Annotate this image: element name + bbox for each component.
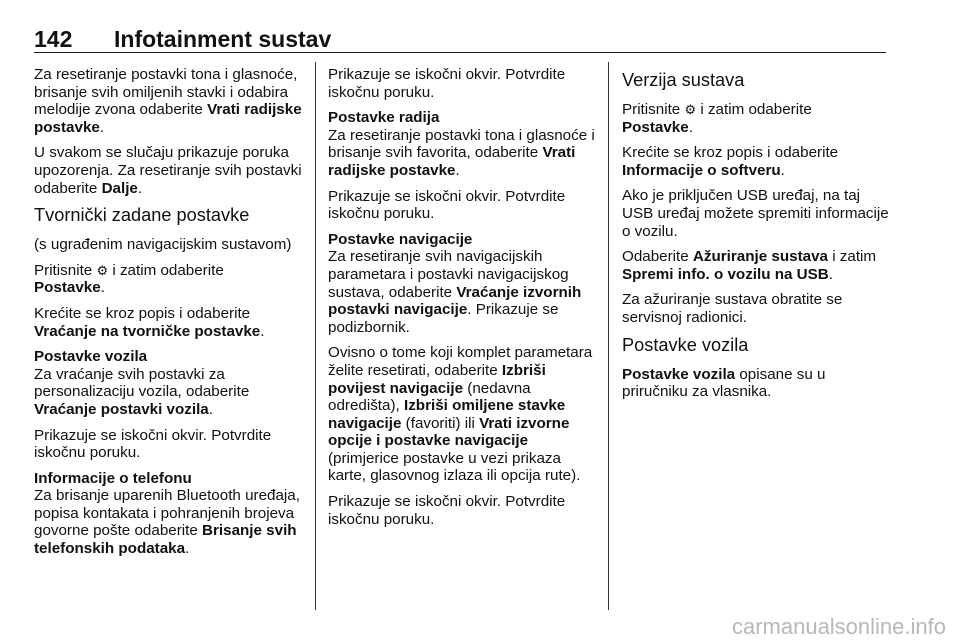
paragraph xyxy=(328,127,598,180)
paragraph xyxy=(34,66,304,136)
paragraph xyxy=(328,248,598,336)
text: Za vraćanje svih postavki za personalizaciju vozila, odaberite xyxy=(34,365,250,401)
text: Odaberite xyxy=(622,248,693,266)
text: . xyxy=(455,161,460,179)
text: . xyxy=(828,265,833,283)
text: Pritisnite xyxy=(622,101,685,118)
subheading: Postavke radija xyxy=(328,109,440,127)
text: Krećite se kroz popis i odaberite xyxy=(622,144,839,162)
paragraph: Ako je priključen USB uređaj, na taj USB uređaj možete spremiti informacije o vozilu. xyxy=(622,187,889,240)
text: i zatim odaberite xyxy=(696,101,812,118)
text: Krećite se kroz popis i odaberite xyxy=(34,304,251,322)
settings-icon: ⚙ xyxy=(96,262,109,278)
subheading: Postavke vozila xyxy=(34,348,148,366)
text: (nedavna odredišta), xyxy=(328,379,531,415)
text: Za resetiranje postavki tona i glasnoće, brisanje svih omiljenih stavki i odabira melodije zvona odaberite xyxy=(34,66,298,119)
menu-option: Brisanje svih telefonskih podataka xyxy=(34,522,297,558)
chapter-title: Infotainment sustav xyxy=(114,26,332,52)
menu-option: Ažuriranje sustava xyxy=(692,248,828,266)
column-3 xyxy=(622,66,892,409)
text: U svakom se slučaju prikazuje poruka upozorenja. Za resetiranje svih postavki odaberite xyxy=(34,144,302,197)
menu-option: Spremi info. o vozilu na USB xyxy=(622,265,829,283)
paragraph xyxy=(622,101,892,136)
column-divider xyxy=(608,62,609,610)
paragraph: Prikazuje se iskočni okvir. Potvrdite iskočnu poruku. xyxy=(328,493,566,528)
paragraph: Prikazuje se iskočni okvir. Potvrdite iskočnu poruku. xyxy=(328,66,566,101)
paragraph: Prikazuje se iskočni okvir. Potvrdite iskočnu poruku. xyxy=(328,187,566,223)
text: Pritisnite xyxy=(34,261,97,279)
menu-option: Dalje xyxy=(101,179,138,197)
paragraph xyxy=(622,248,892,283)
section-heading: Postavke vozila xyxy=(622,334,749,355)
menu-option: Postavke vozila xyxy=(622,365,736,383)
menu-option: Vraćanje na tvorničke postavke xyxy=(34,322,261,340)
text: i zatim xyxy=(827,248,877,266)
text: (primjerice postavke u vezi prikaza karte, glasovnog izlaza ili opcija rute). xyxy=(328,449,581,485)
menu-option: Informacije o softveru xyxy=(622,161,781,179)
paragraph xyxy=(34,487,304,557)
text: . xyxy=(688,118,693,136)
paragraph xyxy=(34,366,304,419)
text: . xyxy=(780,161,785,179)
paragraph: Za ažuriranje sustava obratite se servisnoj radionici. xyxy=(622,291,843,326)
paragraph: (s ugrađenim navigacijskim sustavom) xyxy=(34,236,292,254)
subheading: Postavke navigacije xyxy=(328,230,473,248)
text: (favoriti) ili xyxy=(401,414,480,432)
text: . xyxy=(99,118,105,136)
column-2 xyxy=(328,66,598,536)
text: . xyxy=(260,322,265,340)
paragraph: Prikazuje se iskočni okvir. Potvrdite iskočnu poruku. xyxy=(34,426,272,462)
text: Ovisno o tome koji komplet parametara želite resetirati, odaberite xyxy=(328,344,593,379)
text: Za resetiranje postavki tona i glasnoće i brisanje svih favorita, odaberite xyxy=(328,126,595,162)
watermark: carmanualsonline.info xyxy=(731,614,946,639)
page-header xyxy=(34,22,886,53)
text: . xyxy=(185,540,190,558)
text: . xyxy=(208,400,213,418)
paragraph xyxy=(34,144,304,197)
section-heading: Verzija sustava xyxy=(622,70,745,90)
paragraph xyxy=(622,366,892,401)
menu-option: Izbriši omiljene stavke navigacije xyxy=(328,397,566,432)
menu-option: Vrati radijske postavke xyxy=(34,101,302,136)
menu-option: Vraćanje izvornih postavki navigacije xyxy=(328,283,582,319)
text: Za brisanje uparenih Bluetooth uređaja, popisa kontakata i pohranjenih brojeva govorne pošte odaberite xyxy=(34,487,300,540)
text: Za resetiranje svih navigacijskih parametara i postavki navigacijskog sustava, odaberite xyxy=(328,248,569,301)
page-number: 142 xyxy=(34,26,73,52)
settings-icon: ⚙ xyxy=(684,102,697,117)
paragraph xyxy=(328,344,598,485)
text: i zatim odaberite xyxy=(108,261,224,279)
menu-option: Vrati radijske postavke xyxy=(328,144,576,179)
text: . Prikazuje se podizbornik. xyxy=(328,301,559,336)
menu-option: Izbriši povijest navigacije xyxy=(328,361,546,397)
column-divider xyxy=(315,62,316,610)
subheading: Informacije o telefonu xyxy=(34,469,192,487)
menu-option: Postavke xyxy=(34,279,101,297)
text: . xyxy=(100,279,105,297)
section-heading: Tvornički zadane postavke xyxy=(34,205,250,226)
paragraph xyxy=(622,144,892,179)
menu-option: Vraćanje postavki vozila xyxy=(34,400,209,418)
menu-option: Postavke xyxy=(622,118,689,136)
column-1 xyxy=(34,66,304,566)
paragraph xyxy=(34,262,304,297)
menu-option: Vrati izvorne opcije i postavke navigacije xyxy=(328,414,570,450)
paragraph xyxy=(34,305,304,340)
text: . xyxy=(137,179,143,197)
text: opisane su u priručniku za vlasnika. xyxy=(622,365,826,401)
